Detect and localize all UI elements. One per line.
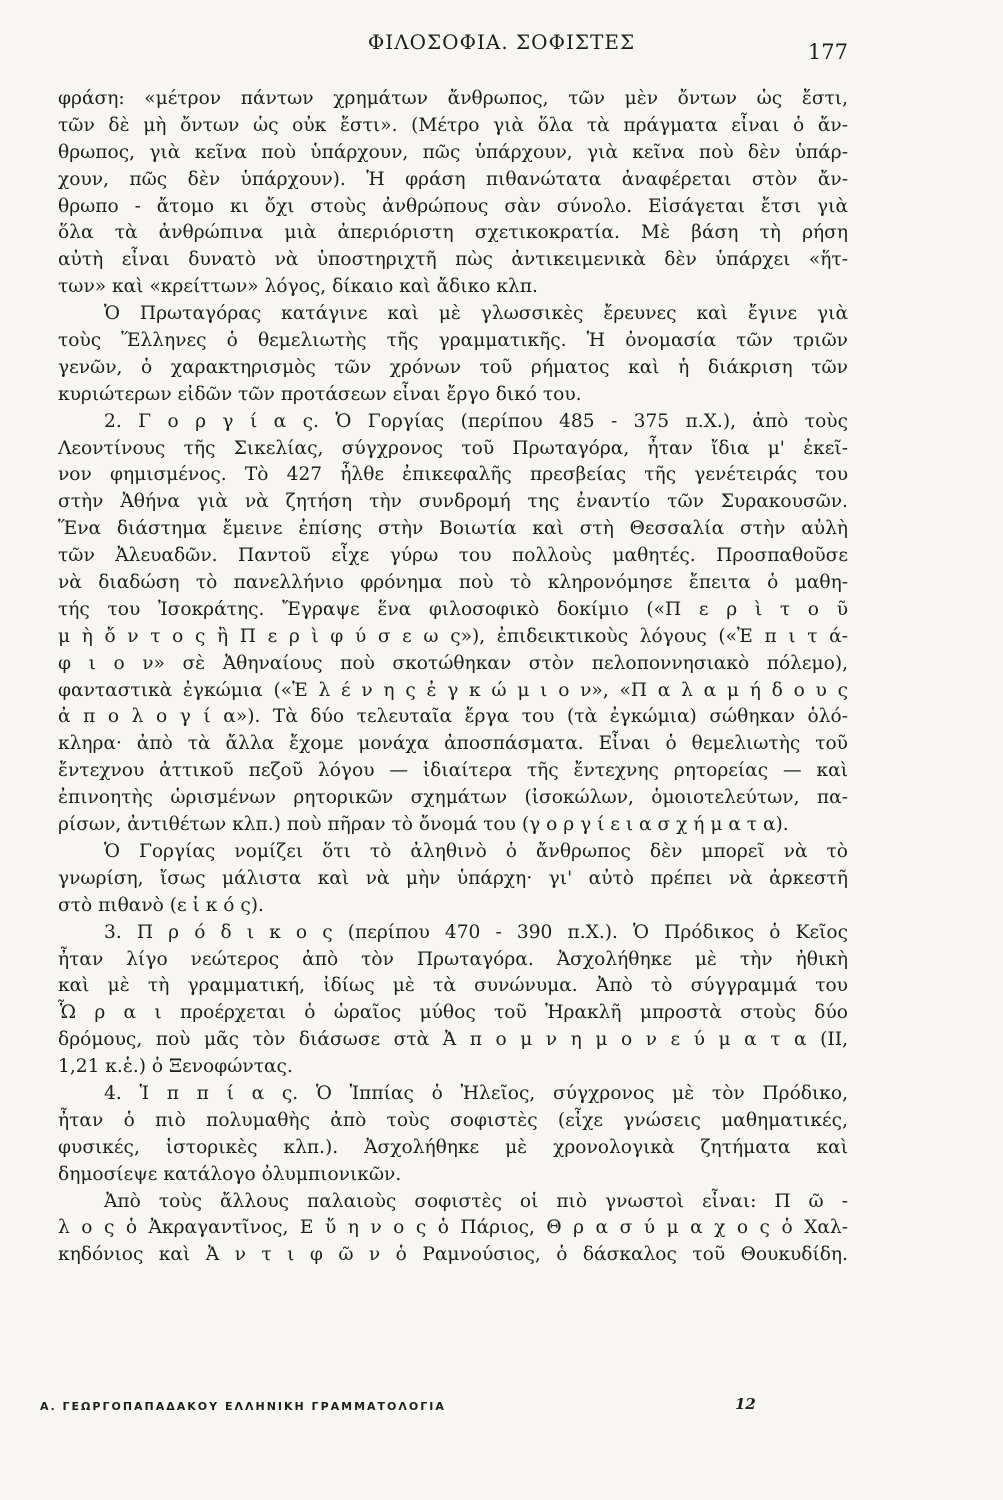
text-line: τοὺς Ἕλληνες ὁ θεμελιωτὴς τῆς γραμματικῆς. Ἡ ὀνομασία τῶν τριῶν xyxy=(58,330,848,352)
text-line: ρίσων, ἀντιθέτων κλπ.) ποὺ πῆραν τὸ ὄνομά του (γ ο ρ γ ί ε ι α σ χ ή μ α τ α). xyxy=(58,814,789,836)
text-line: καὶ μὲ τὴ γραμματική, ἰδίως μὲ τὰ συνώνυμα. Ἀπὸ τὸ σύγγραμμά του xyxy=(58,975,848,997)
text-line: θρωπος, γιὰ κεῖνα ποὺ ὑπάρχουν, πῶς ὑπάρχουν, γιὰ κεῖνα ποὺ δὲν ὑπάρ- xyxy=(58,141,848,163)
text-line: φράση: «μέτρον πάντων χρημάτων ἄνθρωπος, τῶν μὲν ὄντων ὡς ἔστι, xyxy=(58,88,848,109)
text-line: δρόμους, ποὺ μᾶς τὸν διάσωσε στὰ Ἀ π ο μ ν η μ ο ν ε ύ μ α τ α (ΙΙ, xyxy=(58,1029,848,1051)
text-line: θρωπο - ἄτομο κι ὄχι στοὺς ἀνθρώπους σὰν σύνολο. Εἰσάγεται ἔτσι γιὰ xyxy=(58,195,848,217)
body-text xyxy=(58,86,848,1269)
text-line: φανταστικὰ ἐγκώμια («Ἑ λ έ ν η ς ἐ γ κ ώ μ ι ο ν», «Π α λ α μ ή δ ο υ ς xyxy=(58,679,848,701)
text-line: Ἕνα διάστημα ἔμεινε ἐπίσης στὴν Βοιωτία καὶ στὴ Θεσσαλία στὴν αὐλὴ xyxy=(58,518,848,540)
text-line: 3. Π ρ ό δ ι κ ο ς (περίπου 470 - 390 π.Χ.). Ὁ Πρόδικος ὁ Κεῖος xyxy=(104,921,848,943)
text-line: κληρα· ἀπὸ τὰ ἄλλα ἔχομε μονάχα ἀποσπάσματα. Εἶναι ὁ θεμελιωτὴς τοῦ xyxy=(58,733,848,755)
text-line: Λεοντίνους τῆς Σικελίας, σύγχρονος τοῦ Πρωταγόρα, ἦταν ἴδια μ' ἐκεῖ- xyxy=(58,437,848,459)
text-line: Ὧ ρ α ι προέρχεται ὁ ὡραῖος μύθος τοῦ Ἡρακλῆ μπροστὰ στοὺς δύο xyxy=(58,1002,848,1024)
text-line: χουν, πῶς δὲν ὑπάρχουν). Ἡ φράση πιθανώτατα ἀναφέρεται στὸν ἄν- xyxy=(58,168,848,190)
text-line: τῶν δὲ μὴ ὄντων ὡς οὐκ ἔστι». (Μέτρο γιὰ ὅλα τὰ πράγματα εἶναι ὁ ἄν- xyxy=(58,114,848,136)
text-line: κυριώτερων εἰδῶν τῶν προτάσεων εἶναι ἔργο δικό του. xyxy=(58,383,582,405)
text-line: δημοσίεψε κατάλογο ὀλυμπιονικῶν. xyxy=(58,1163,402,1185)
text-line: 1,21 κ.ἑ.) ὁ Ξενοφώντας. xyxy=(58,1056,293,1078)
text-line: νὰ διαδώση τὸ πανελλήνιο φρόνημα ποὺ τὸ κληρονόμησε ἔπειτα ὁ μαθη- xyxy=(58,572,848,594)
text-line: ἦταν ὁ πιὸ πολυμαθὴς ἀπὸ τοὺς σοφιστὲς (εἶχε γνώσεις μαθηματικές, xyxy=(58,1109,848,1131)
text-line: των» καὶ «κρείττων» λόγος, δίκαιο καὶ ἄδικο κλπ. xyxy=(58,276,538,298)
text-line: Ὁ Γοργίας νομίζει ὅτι τὸ ἀληθινὸ ὁ ἄνθρωπος δὲν μπορεῖ νὰ τὸ xyxy=(104,840,848,862)
text-line: φ ι ο ν» σὲ Ἀθηναίους ποὺ σκοτώθηκαν στὸν πελοποννησιακὸ πόλεμο), xyxy=(58,652,848,674)
text-line: γνωρίση, ἴσως μάλιστα καὶ νὰ μὴν ὑπάρχη· γι' αὐτὸ πρέπει νὰ ἀρκεστῆ xyxy=(58,867,848,889)
text-line: ἐπινοητὴς ὡρισμένων ρητορικῶν σχημάτων (ἰσοκώλων, ὁμοιοτελεύτων, πα- xyxy=(58,787,848,809)
text-line: ὅλα τὰ ἀνθρώπινα μιὰ ἀπεριόριστη σχετικοκρατία. Μὲ βάση τὴ ρήση xyxy=(58,222,848,244)
text-line: Ὁ Πρωταγόρας κατάγινε καὶ μὲ γλωσσικὲς ἔρευνες καὶ ἔγινε γιὰ xyxy=(104,303,848,325)
sheet-mark: 12 xyxy=(735,1395,756,1413)
text-line: κηδόνιος καὶ Ἀ ν τ ι φ ῶ ν ὁ Ραμνούσιος, ὁ δάσκαλος τοῦ Θουκυδίδη. xyxy=(58,1244,848,1266)
text-line: 4. Ἱ π π ί α ς. Ὁ Ἱππίας ὁ Ἠλεῖος, σύγχρονος μὲ τὸν Πρόδικο, xyxy=(104,1082,848,1104)
text-line: στὴν Ἀθήνα γιὰ νὰ ζητήση τὴν συνδρομή της ἐναντίο τῶν Συρακουσῶν. xyxy=(58,491,848,513)
text-line: ἦταν λίγο νεώτερος ἀπὸ τὸν Πρωταγόρα. Ἀσχολήθηκε μὲ τὴν ἠθικὴ xyxy=(58,948,848,970)
text-line: στὸ πιθανὸ (ε ἰ κ ό ς). xyxy=(58,894,264,916)
page-number: 177 xyxy=(807,40,848,64)
text-line: φυσικές, ἱστορικὲς κλπ.). Ἀσχολήθηκε μὲ χρονολογικὰ ζητήματα καὶ xyxy=(58,1136,848,1158)
text-line: Ἀπὸ τοὺς ἄλλους παλαιοὺς σοφιστὲς οἱ πιὸ γνωστοὶ εἶναι: Π ῶ - xyxy=(104,1190,848,1212)
running-title: ΦΙΛΟΣΟΦΙΑ. ΣΟΦΙΣΤΕΣ xyxy=(367,30,636,54)
text-line: τῶν Ἀλευαδῶν. Παντοῦ εἶχε γύρω του πολλοὺς μαθητές. Προσπαθοῦσε xyxy=(58,545,848,567)
printer-signature: Α. ΓΕΩΡΓΟΠΑΠΑΔΑΚΟΥ ΕΛΛΗΝΙΚΗ ΓΡΑΜΜΑΤΟΛΟΓΙΑ xyxy=(40,1400,446,1413)
text-line: γενῶν, ὁ χαρακτηρισμὸς τῶν χρόνων τοῦ ρήματος καὶ ἡ διάκριση τῶν xyxy=(58,356,848,378)
text-line: ἔντεχνου ἀττικοῦ πεζοῦ λόγου — ἰδιαίτερα τῆς ἔντεχνης ρητορείας — καὶ xyxy=(58,760,848,782)
text-line: λ ο ς ὁ Ἀκραγαντῖνος, Ε ὔ η ν ο ς ὁ Πάριος, Θ ρ α σ ύ μ α χ ο ς ὁ Χαλ- xyxy=(58,1217,848,1239)
text-line: ἀ π ο λ ο γ ί α»). Τὰ δύο τελευταῖα ἔργα του (τὰ ἐγκώμια) σώθηκαν ὁλό- xyxy=(58,706,848,728)
text-line: νον φημισμένος. Τὸ 427 ἦλθε ἐπικεφαλῆς πρεσβείας τῆς γενέτειράς του xyxy=(58,464,848,486)
text-line: 2. Γ ο ρ γ ί α ς. Ὁ Γοργίας (περίπου 485 - 375 π.Χ.), ἀπὸ τοὺς xyxy=(104,410,848,432)
text-line: αὐτὴ εἶναι δυνατὸ νὰ ὑποστηριχτῆ πὼς ἀντικειμενικὰ δὲν ὑπάρχει «ἥτ- xyxy=(58,249,848,271)
text-line: μ ὴ ὄ ν τ ο ς ἢ Π ε ρ ὶ φ ύ σ ε ω ς»), ἐπιδεικτικοὺς λόγους («Ἐ π ι τ ά- xyxy=(58,625,848,647)
text-line: τής του Ἰσοκράτης. Ἔγραψε ἕνα φιλοσοφικὸ δοκίμιο («Π ε ρ ὶ τ ο ῦ xyxy=(58,598,848,620)
